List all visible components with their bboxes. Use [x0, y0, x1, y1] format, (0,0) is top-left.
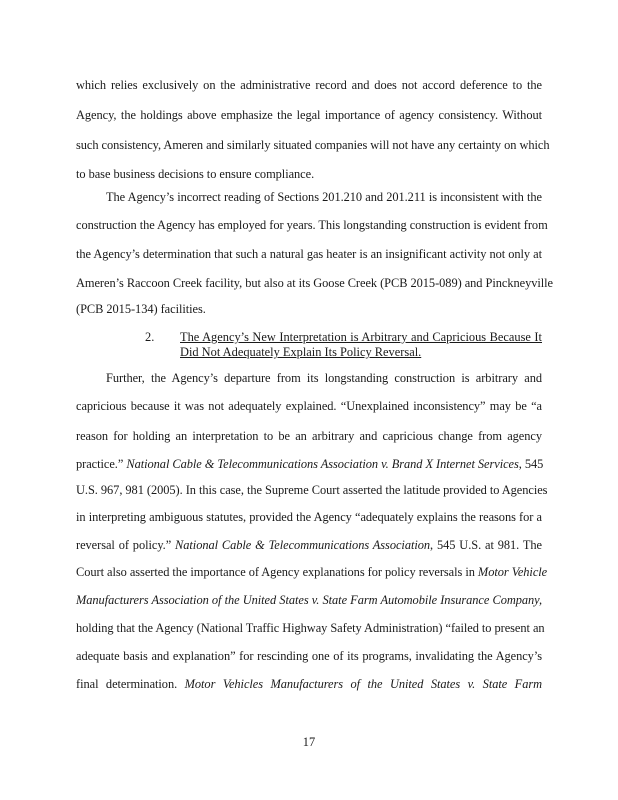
paragraph-3-line-1: Further, the Agency’s departure from its longstanding construction is arbitrary and [106, 371, 542, 385]
case-citation-national-cable: National Cable & Telecommunications Association [175, 538, 431, 552]
section-heading-line-2: Did Not Adequately Explain Its Policy Reversal. [180, 345, 422, 359]
paragraph-2-line-2: construction the Agency has employed for years. This longstanding construction is evident from [76, 218, 548, 232]
paragraph-3-line-12-text-a: final determination. [76, 677, 185, 691]
paragraph-3-line-8-text-a: Court also asserted the importance of Agency explanations for policy reversals in [76, 565, 478, 579]
paragraph-1-line-2: Agency, the holdings above emphasize the legal importance of agency consistency. Without [76, 108, 542, 122]
case-citation-state-farm: Motor Vehicles Manufacturers of the United States v. State Farm [184, 677, 543, 691]
paragraph-3-line-7-text-c: , 545 U.S. at 981. The [430, 538, 542, 552]
paragraph-2-line-4: Ameren’s Raccoon Creek facility, but also at its Goose Creek (PCB 2015-089) and Pinckneyville [76, 276, 553, 290]
section-heading-line-1 [180, 329, 542, 345]
paragraph-3-line-7-text-a: reversal of policy.” [76, 538, 176, 552]
section-heading-number: 2. [145, 330, 155, 344]
page-number: 17 [302, 735, 316, 749]
case-citation-motor-vehicle-start: Motor Vehicle [477, 565, 548, 579]
paragraph-2-line-3: the Agency’s determination that such a natural gas heater is an insignificant activity not only at [76, 247, 542, 261]
paragraph-2-line-1: The Agency’s incorrect reading of Sections 201.210 and 201.211 is inconsistent with the [106, 190, 542, 204]
paragraph-3-line-3: reason for holding an interpretation to be an arbitrary and capricious change from agency [76, 429, 542, 443]
case-citation-brand-x: National Cable & Telecommunications Association v. Brand X Internet Services [126, 457, 519, 471]
paragraph-3-line-4-text-a: practice.” [76, 457, 127, 471]
paragraph-3-line-10: holding that the Agency (National Traffic Highway Safety Administration) “failed to present an [76, 621, 545, 635]
paragraph-3-line-7 [76, 537, 542, 553]
paragraph-3-line-9 [76, 592, 542, 608]
case-citation-motor-vehicle-cont: Manufacturers Association of the United States v. State Farm Automobile Insurance Company, [76, 593, 542, 607]
paragraph-3-line-8 [76, 564, 548, 580]
paragraph-3-line-4 [76, 456, 542, 472]
paragraph-2-line-5: (PCB 2015-134) facilities. [76, 302, 206, 316]
paragraph-1-line-4: to base business decisions to ensure compliance. [76, 167, 315, 181]
paragraph-3-line-5: U.S. 967, 981 (2005). In this case, the Supreme Court asserted the latitude provided to Agencies [76, 483, 548, 497]
paragraph-3-line-4-text-c: , 545 [518, 457, 544, 471]
paragraph-1-line-1: which relies exclusively on the administrative record and does not accord deference to the [76, 78, 542, 92]
paragraph-3-line-2: capricious because it was not adequately explained. “Unexplained inconsistency” may be “a [76, 399, 542, 413]
paragraph-3-line-11: adequate basis and explanation” for rescinding one of its programs, invalidating the Agency’s [76, 649, 542, 663]
paragraph-1-line-3: such consistency, Ameren and similarly situated companies will not have any certainty on which [76, 138, 550, 152]
paragraph-3-line-6: in interpreting ambiguous statutes, provided the Agency “adequately explains the reasons for a [76, 510, 542, 524]
paragraph-3-line-12 [76, 676, 542, 692]
section-heading-line-1-text: The Agency’s New Interpretation is Arbitrary and Capricious Because It [180, 330, 542, 344]
